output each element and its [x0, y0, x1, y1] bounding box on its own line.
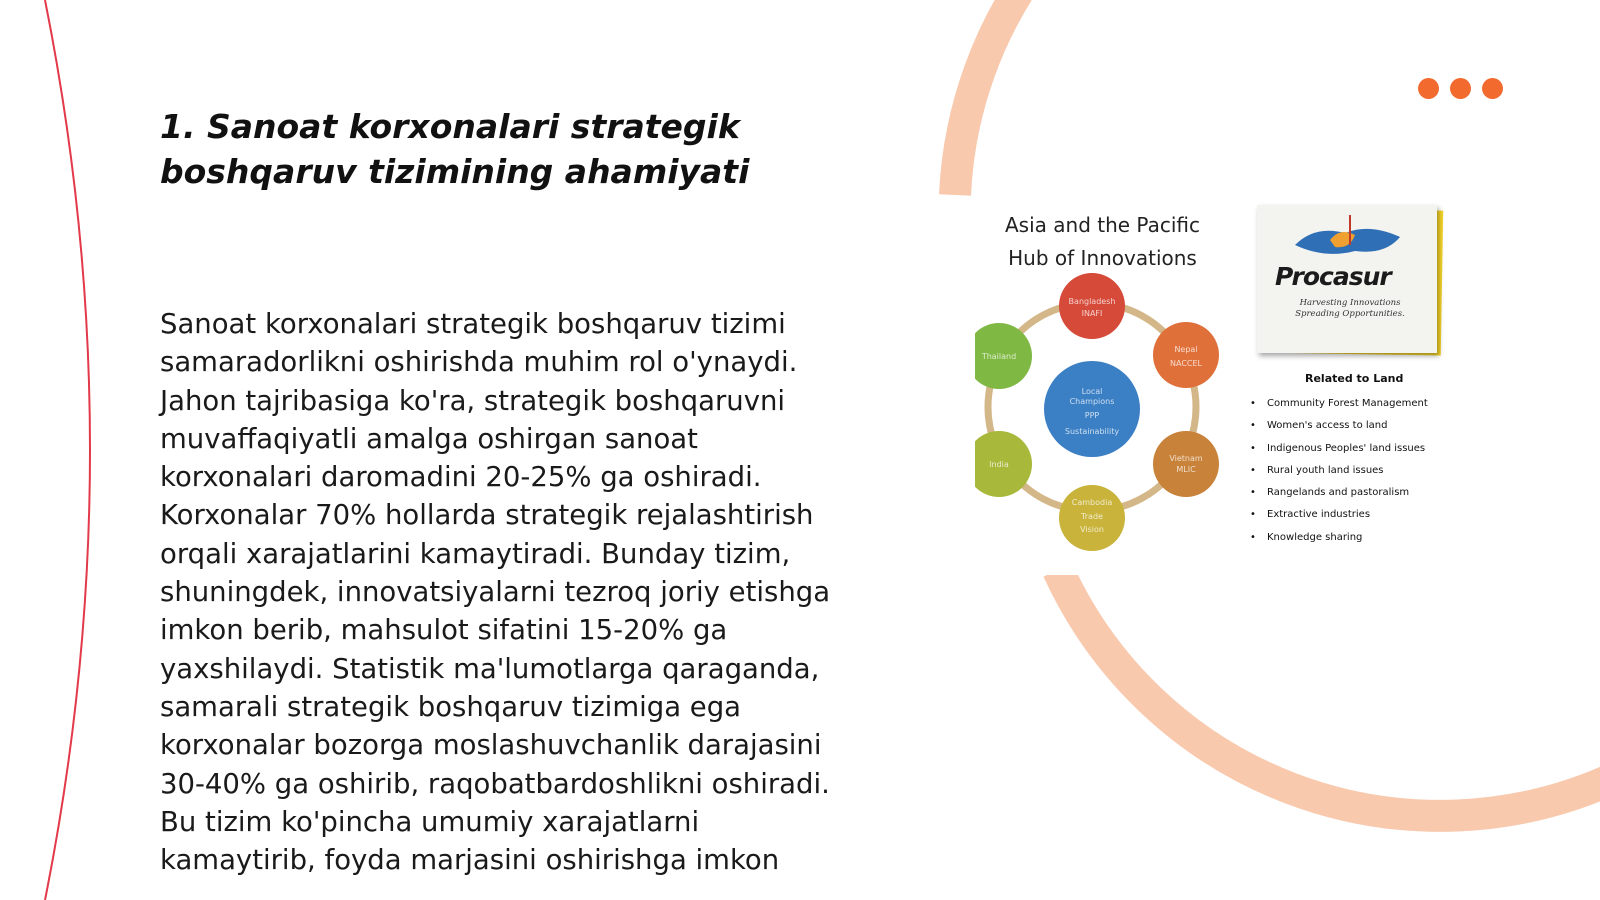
list-item: • Rural youth land issues: [1250, 460, 1428, 482]
related-list: [1250, 393, 1428, 549]
hub-title-line1: Asia and the Pacific: [1005, 213, 1200, 237]
center-node-label-3: PPP: [1084, 411, 1100, 420]
node-india-label: India: [989, 460, 1009, 469]
node-vietnam: [1153, 431, 1219, 497]
left-arc-decoration: [0, 0, 120, 900]
center-node-label-1: Local: [1081, 387, 1103, 396]
center-node: [1044, 361, 1140, 457]
related-title: Related to Land: [1305, 372, 1404, 385]
hub-of-innovations-image: [975, 197, 1460, 575]
node-nepal-label-2: NACCEL: [1170, 359, 1202, 368]
node-thailand-label: Thailand: [981, 352, 1017, 361]
node-nepal-label-1: Nepal: [1174, 345, 1198, 354]
procasur-tagline: [1275, 298, 1425, 320]
procasur-tagline-2: Spreading Opportunities.: [1295, 309, 1405, 319]
map-icon: [1275, 215, 1425, 265]
procasur-logo: Procasur: [1275, 262, 1391, 291]
dots-decoration: [1418, 78, 1503, 99]
node-bangladesh-label-1: Bangladesh: [1068, 297, 1116, 306]
node-vietnam-label-1: Vietnam: [1169, 454, 1203, 463]
list-item: • Extractive industries: [1250, 504, 1428, 526]
procasur-tagline-1: Harvesting Innovations: [1299, 298, 1401, 308]
center-node-label-4: Sustainability: [1064, 427, 1120, 436]
list-item: • Knowledge sharing: [1250, 527, 1428, 549]
slide-body-text: Sanoat korxonalari strategik boshqaruv tizimi samaradorlikni oshirishda muhim rol o'ynaydi. Jahon tajribasiga ko'ra, strategik boshqaruvni muvaffaqiyatli amalga oshirgan sanoat korxonalari daromadini 20-25% ga oshiradi. Korxonalar 70% hollarda strategik rejalashtirish orqali xarajatlarini kamaytiradi. Bunday tizim, shuningdek, innovatsiyalarni tezroq joriy etishga imkon berib, mahsulot sifatini 15-20% ga yaxshilaydi. Statistik ma'lumotlarga qaraganda, samarali strategik boshqaruv tizimiga ega korxonalar bozorga moslashuvchanlik darajasini 30-40% ga oshirib, raqobatbardoshlikni oshiradi. Bu tizim ko'pincha umumiy xarajatlarni kamaytirib, foyda marjasini oshirishga imkon: [160, 308, 831, 877]
hub-cycle-diagram: [975, 272, 1235, 562]
node-bangladesh-label-2: INAFI: [1081, 309, 1103, 318]
node-cambodia-label-3: Vision: [1080, 525, 1104, 534]
node-vietnam-label-2: MLIC: [1176, 465, 1196, 474]
center-node-label-2: Champions: [1069, 397, 1115, 406]
list-item: • Indigenous Peoples' land issues: [1250, 438, 1428, 460]
list-item: • Women's access to land: [1250, 415, 1428, 437]
hub-title-line2: Hub of Innovations: [1008, 246, 1197, 270]
node-bangladesh: [1059, 273, 1125, 339]
node-cambodia-label-2: Trade: [1081, 512, 1103, 521]
dot-icon: [1482, 78, 1503, 99]
dot-icon: [1418, 78, 1439, 99]
list-item: • Community Forest Management: [1250, 393, 1428, 415]
slide-title: 1. Sanoat korxonalari strategik boshqaruv tizimining ahamiyati: [160, 107, 750, 191]
node-cambodia-label-1: Cambodia: [1071, 498, 1113, 507]
list-item: • Rangelands and pastoralism: [1250, 482, 1428, 504]
hub-title: [975, 209, 1230, 275]
node-nepal: [1153, 322, 1219, 388]
dot-icon: [1450, 78, 1471, 99]
